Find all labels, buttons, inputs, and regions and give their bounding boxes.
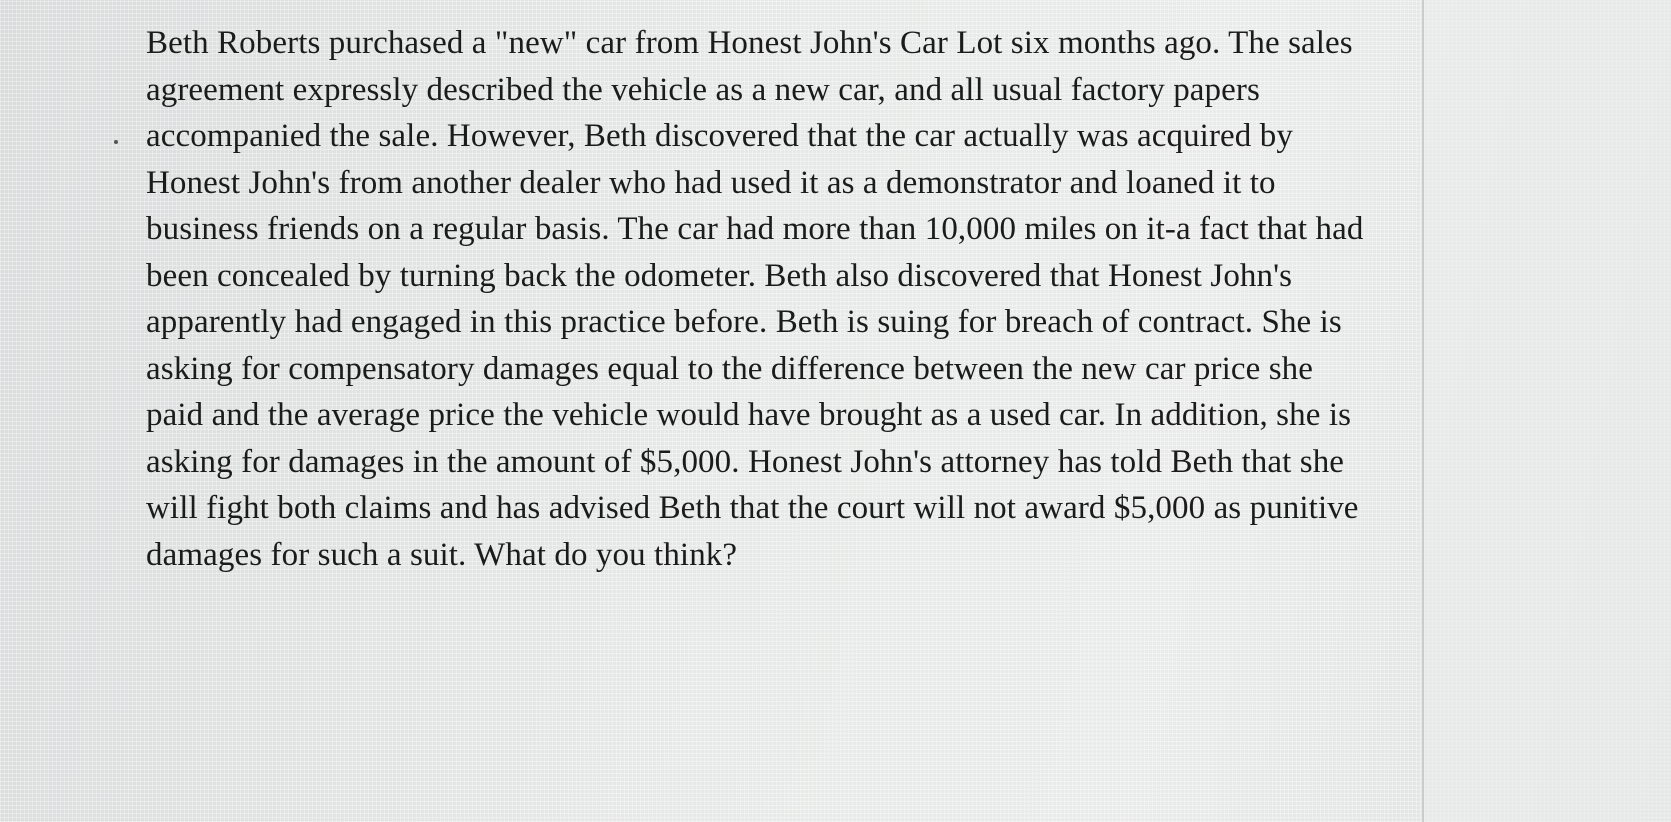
margin-dot [114,140,118,144]
question-text: Beth Roberts purchased a "new" car from Honest John's Car Lot six months ago. The sales agreement expressly described the vehicle as a new car, and all usual factory papers accompanied the sale. However, Beth discovered that the car actually was acquired by Honest John's from another dealer who had used it as a demonstrator and loaned it to business friends on a regular basis. The car had more than 10,000 miles on it-a fact that had been concealed by turning back the odometer. Beth also discovered that Honest John's apparently had engaged in this practice before. Beth is suing for breach of contract. She is asking for compensatory damages equal to the difference between the new car price she paid and the average price the vehicle would have brought as a used car. In addition, she is asking for damages in the amount of $5,000. Honest John's attorney has told Beth that she will fight both claims and has advised Beth that the court will not award $5,000 as punitive damages for such a suit. What do you think? [146,25,1364,573]
right-margin [1424,0,1671,822]
